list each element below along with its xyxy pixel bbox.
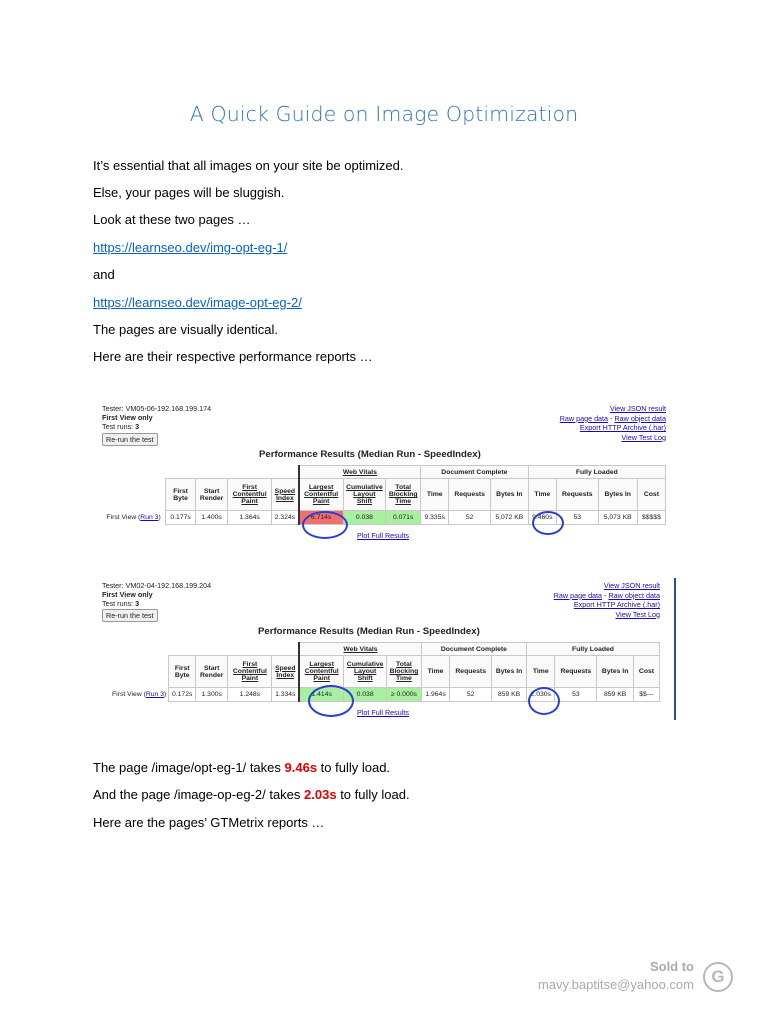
table-cell: 2.030s [527, 688, 555, 702]
table-cell: 1.300s [196, 688, 228, 702]
table-cell: 5,073 KB [598, 511, 637, 525]
col-header: Cost [637, 479, 665, 511]
tester-info [102, 404, 211, 431]
paragraph: and [93, 267, 115, 282]
blank-header [102, 466, 166, 479]
col-header: Time [421, 479, 449, 511]
table-cell: 1.248s [228, 688, 272, 702]
col-header: Requests [555, 656, 597, 688]
results-heading: Performance Results (Median Run - SpeedIndex) [258, 626, 480, 637]
page-link-1[interactable]: https://learnseo.dev/img-opt-eg-1/ [93, 240, 288, 255]
page-link-2[interactable]: https://learnseo.dev/image-opt-eg-2/ [93, 295, 302, 310]
table-cell: 1.964s [421, 688, 449, 702]
col-header: First Contentful Paint [228, 656, 272, 688]
col-header: Time [528, 479, 556, 511]
table-cell: 0.177s [166, 511, 196, 525]
web-vitals-group: Web Vitals [299, 643, 421, 656]
col-header: Speed Index [272, 656, 299, 688]
table-cell: 5,072 KB [490, 511, 528, 525]
paragraph: The page /image/opt-eg-1/ takes 9.46s to fully load. [93, 760, 391, 775]
col-header: Bytes In [490, 479, 528, 511]
col-header: Time [421, 656, 449, 688]
blank-header [169, 643, 299, 656]
first-view-only: First View only [102, 413, 153, 422]
load-time-2: 2.03s [304, 787, 337, 802]
vertical-rule [674, 578, 676, 720]
row-label: First View (Run 3) [112, 691, 167, 698]
col-header: First Contentful Paint [228, 479, 272, 511]
export-har-link[interactable]: Export HTTP Archive (.har) [579, 423, 666, 433]
paragraph: And the page /image-op-eg-2/ takes 2.03s to fully load. [93, 787, 410, 802]
tester-name: Tester: VM05-06-192.168.199.174 [102, 404, 212, 413]
highlight-circle [532, 511, 564, 535]
paragraph: Else, your pages will be sluggish. [93, 185, 285, 200]
table-cell: 0.071s [386, 511, 421, 525]
paragraph: The pages are visually identical. [93, 322, 278, 337]
test-runs-label: Test runs: [102, 599, 136, 608]
document-complete-group: Document Complete [421, 643, 526, 656]
col-header: Cumulative Layout Shift [343, 479, 386, 511]
table-cell: 53 [556, 511, 598, 525]
view-json-link[interactable]: View JSON result [603, 581, 660, 590]
highlight-circle [302, 511, 348, 539]
blank-header [110, 656, 169, 688]
col-header: Largest Contentful Paint [299, 656, 344, 688]
sold-to-label: Sold to [649, 959, 694, 974]
results-heading: Performance Results (Median Run - SpeedIndex) [259, 449, 481, 460]
col-header: First Byte [169, 656, 196, 688]
blank-header [102, 479, 166, 511]
export-har-link[interactable]: Export HTTP Archive (.har) [573, 600, 660, 610]
blank-header [166, 466, 299, 479]
col-header: Cumulative Layout Shift [344, 656, 387, 688]
table-cell: 52 [450, 688, 492, 702]
col-header: Bytes In [597, 656, 634, 688]
results-table [102, 465, 666, 525]
test-runs-count: 3 [135, 599, 140, 608]
highlight-circle [308, 685, 354, 717]
link-paragraph [93, 240, 287, 255]
table-cell: 9.335s [421, 511, 449, 525]
page-title: A Quick Guide on Image Optimization [189, 102, 579, 126]
table-cell: $$--- [633, 688, 659, 702]
result-links [560, 404, 666, 442]
load-time-1: 9.46s [284, 760, 318, 775]
view-test-log-link[interactable]: View Test Log [621, 432, 666, 442]
link-separator: - [602, 590, 609, 600]
blank-header [110, 643, 169, 656]
rerun-test-button[interactable]: Re-run the test [102, 433, 158, 446]
web-vitals-group: Web Vitals [299, 466, 421, 479]
table-cell: 9.460s [528, 511, 556, 525]
tester-info [102, 581, 211, 608]
run-link[interactable]: Run 3 [145, 691, 165, 698]
table-cell: 1.400s [196, 511, 228, 525]
raw-object-data-link[interactable]: Raw object data [614, 413, 666, 423]
first-view-only: First View only [102, 590, 153, 599]
table-cell: ≥ 0.000s [387, 688, 422, 702]
table-cell: 6.714s [299, 511, 343, 525]
test-runs-count: 3 [135, 422, 140, 431]
table-cell: 1.414s [299, 688, 344, 702]
row-label: First View (Run 3) [106, 514, 161, 521]
col-header: Total Blocking Time [387, 656, 422, 688]
table-cell: 859 KB [597, 688, 634, 702]
buyer-email: mavy.baptitse@yahoo.com [537, 977, 694, 992]
col-header: Bytes In [598, 479, 637, 511]
paragraph: Look at these two pages … [93, 212, 251, 227]
tester-name: Tester: VM02-04-192.168.199.204 [102, 581, 212, 590]
plot-full-results-link[interactable]: Plot Full Results [357, 531, 409, 540]
col-header: Largest Contentful Paint [299, 479, 343, 511]
table-cell: 53 [555, 688, 597, 702]
fully-loaded-group: Fully Loaded [528, 466, 665, 479]
rerun-test-button[interactable]: Re-run the test [102, 609, 158, 622]
col-header: Requests [556, 479, 598, 511]
table-cell: 0.172s [169, 688, 196, 702]
col-header: Total Blocking Time [386, 479, 421, 511]
table-row [102, 511, 666, 525]
table-row [110, 688, 660, 702]
table-cell: 0.038 [343, 511, 386, 525]
table-cell: 0.038 [344, 688, 387, 702]
col-header: Cost [633, 656, 659, 688]
link-paragraph [93, 295, 302, 310]
view-json-link[interactable]: View JSON result [609, 404, 666, 413]
paragraph: Here are their respective performance reports … [93, 349, 373, 364]
col-header: Start Render [196, 479, 228, 511]
raw-page-data-link[interactable]: Raw page data [559, 413, 609, 423]
link-separator: - [608, 413, 615, 423]
col-header: Time [527, 656, 555, 688]
raw-page-data-link[interactable]: Raw page data [553, 590, 603, 600]
paragraph: Here are the pages’ GTMetrix reports … [93, 815, 325, 830]
plot-full-results-link[interactable]: Plot Full Results [357, 708, 409, 717]
run-link[interactable]: Run 3 [140, 514, 159, 521]
table-cell: 859 KB [492, 688, 527, 702]
table-cell: 52 [449, 511, 491, 525]
test-runs-label: Test runs: [102, 422, 136, 431]
col-header: Bytes In [492, 656, 527, 688]
col-header: Speed Index [272, 479, 299, 511]
table-cell: 2.324s [272, 511, 299, 525]
col-header: First Byte [166, 479, 196, 511]
highlight-circle [528, 687, 560, 715]
result-links [554, 581, 660, 619]
col-header: Requests [450, 656, 492, 688]
sold-to-watermark [538, 958, 694, 994]
col-header: Requests [449, 479, 491, 511]
raw-object-data-link[interactable]: Raw object data [608, 590, 660, 600]
table-cell: 1.334s [272, 688, 299, 702]
fully-loaded-group: Fully Loaded [527, 643, 660, 656]
view-test-log-link[interactable]: View Test Log [615, 609, 660, 619]
performance-report-2 [102, 581, 660, 721]
scribd-logo-icon: G [703, 962, 733, 992]
results-table [110, 642, 660, 702]
table-cell: $$$$$ [637, 511, 665, 525]
table-cell: 1.364s [228, 511, 272, 525]
document-complete-group: Document Complete [421, 466, 529, 479]
col-header: Start Render [196, 656, 228, 688]
performance-report-1 [102, 404, 666, 544]
paragraph: It’s essential that all images on your site be optimized. [93, 158, 404, 173]
